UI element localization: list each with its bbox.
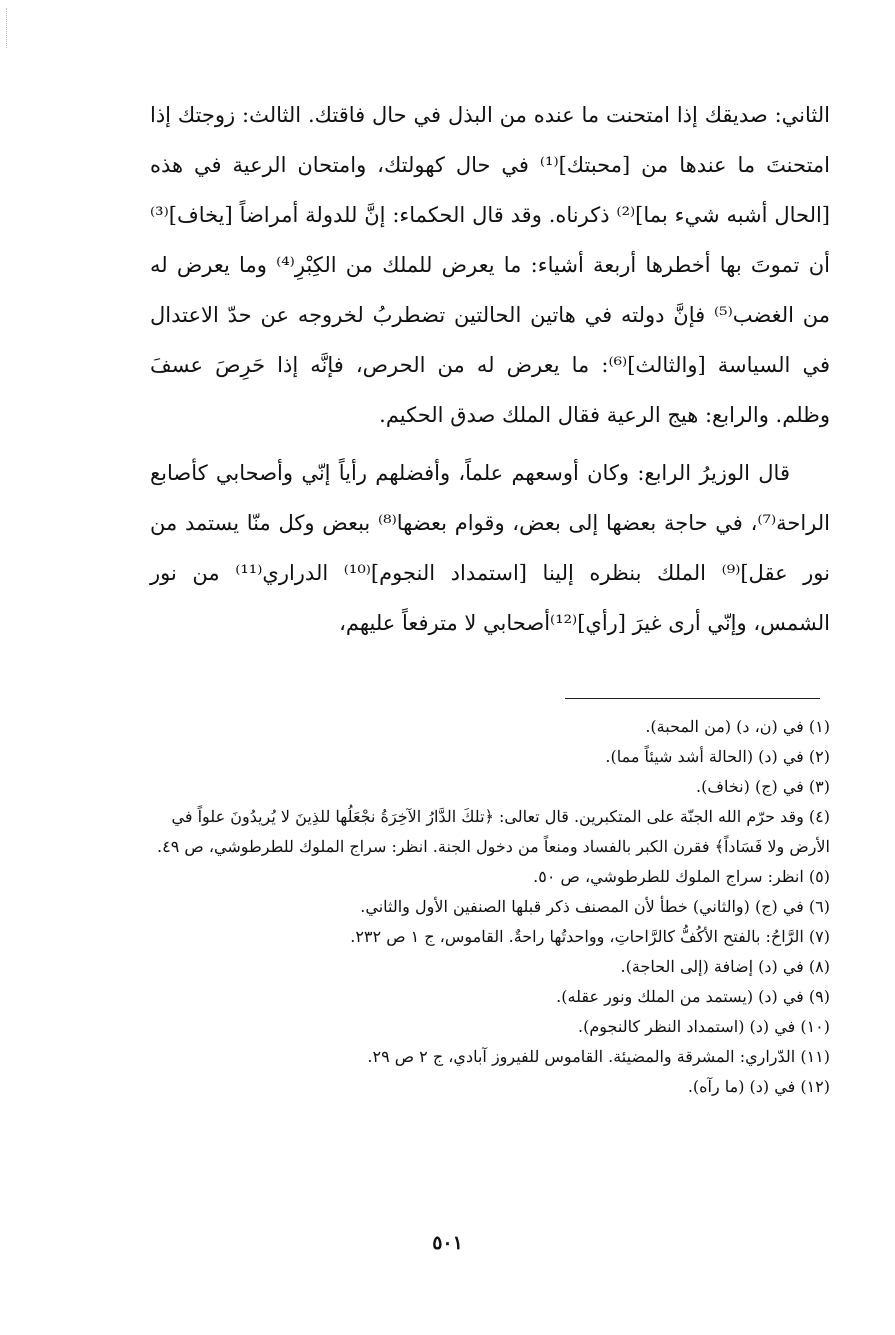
- footnote-5: (٥) انظر: سراج الملوك للطرطوشي، ص ٥٠.: [533, 867, 830, 886]
- footnote-separator: [565, 698, 820, 699]
- footnote-9: (٩) في (د) (يستمد من الملك ونور عقله).: [556, 987, 830, 1006]
- footnote-7: (٧) الرَّاحُ: بالفتح الأكُفُّ كالرَّاحاتِ، وواحدتُها راحةٌ. القاموس، ج ١ ص ٢٣٢.: [350, 927, 830, 946]
- footnote-10: (١٠) في (د) (استمداد النظر كالنجوم).: [578, 1017, 830, 1036]
- footnote-6: (٦) في (ج) (والثاني) خطأ لأن المصنف ذكر قبلها الصنفين الأول والثاني.: [360, 897, 830, 916]
- footnote-4: (٤) وقد حرّم الله الجنّة على المتكبرين. قال تعالى: ﴿تلكَ الدَّارُ الآخِرَةُ نجْعَلُها للذِينَ لا يُريدُونَ علواً في الأرض ولا فَسَاداً﴾ فقرن الكبر بالفساد ومنعاً من دخول الجنة. انظر: سراج الملوك للطرطوشي، ص ٤٩.: [157, 807, 830, 856]
- scan-margin-mark: [6, 8, 8, 48]
- page-number: ٥٠١: [432, 1232, 463, 1254]
- main-text: [150, 90, 830, 648]
- footnote-1: (١) في (ن، د) (من المحبة).: [645, 717, 830, 736]
- footnotes-list: [150, 712, 830, 1102]
- footnote-12: (١٢) في (د) (ما رآه).: [687, 1077, 830, 1096]
- footnote-2: (٢) في (د) (الحالة أشد شيئاً مما).: [605, 747, 830, 766]
- paragraph-1: الثاني: صديقك إذا امتحنت ما عنده من البذل في حال فاقتك. الثالث: زوجتك إذا امتحنتَ ما عندها من [محبتك]⁽¹⁾ في حال كهولتك، وامتحان الرعية في هذه [الحال أشبه شيء بما]⁽²⁾ ذكرناه. وقد قال الحكماء: إنَّ للدولة أمراضاً [يخاف]⁽³⁾ أن تموتَ بها أخطرها أربعة أشياء: ما يعرض للملك من الكِبْرِ⁽⁴⁾ وما يعرض له من الغضب⁽⁵⁾ فإنَّ دولته في هاتين الحالتين تضطربُ لخروجه عن حدّ الاعتدال في السياسة [والثالث]⁽⁶⁾: ما يعرض له من الحرص، فإنَّه إذا حَرِصَ عسفَ وظلم. والرابع: هيج الرعية فقال الملك صدق الحكيم.: [150, 103, 830, 427]
- footnote-3: (٣) في (ج) (نخاف).: [696, 777, 830, 796]
- paragraph-2: قال الوزيرُ الرابع: وكان أوسعهم علماً، وأفضلهم رأياً إنّي وأصحابي كأصابع الراحة⁽⁷⁾، في حاجة بعضها إلى بعض، وقوام بعضها⁽⁸⁾ ببعض وكل منّا يستمد من نور عقل]⁽⁹⁾ الملك بنظره إلينا [استمداد النجوم]⁽¹⁰⁾ الدراري⁽¹¹⁾ من نور الشمس، وإنّي أرى غيرَ [رأي]⁽¹²⁾أصحابي لا مترفعاً عليهم،: [150, 461, 831, 635]
- footnote-11: (١١) الدّراري: المشرقة والمضيئة. القاموس للفيروز آبادي، ج ٢ ص ٢٩.: [367, 1047, 830, 1066]
- footnote-8: (٨) في (د) إضافة (إلى الحاجة).: [620, 957, 830, 976]
